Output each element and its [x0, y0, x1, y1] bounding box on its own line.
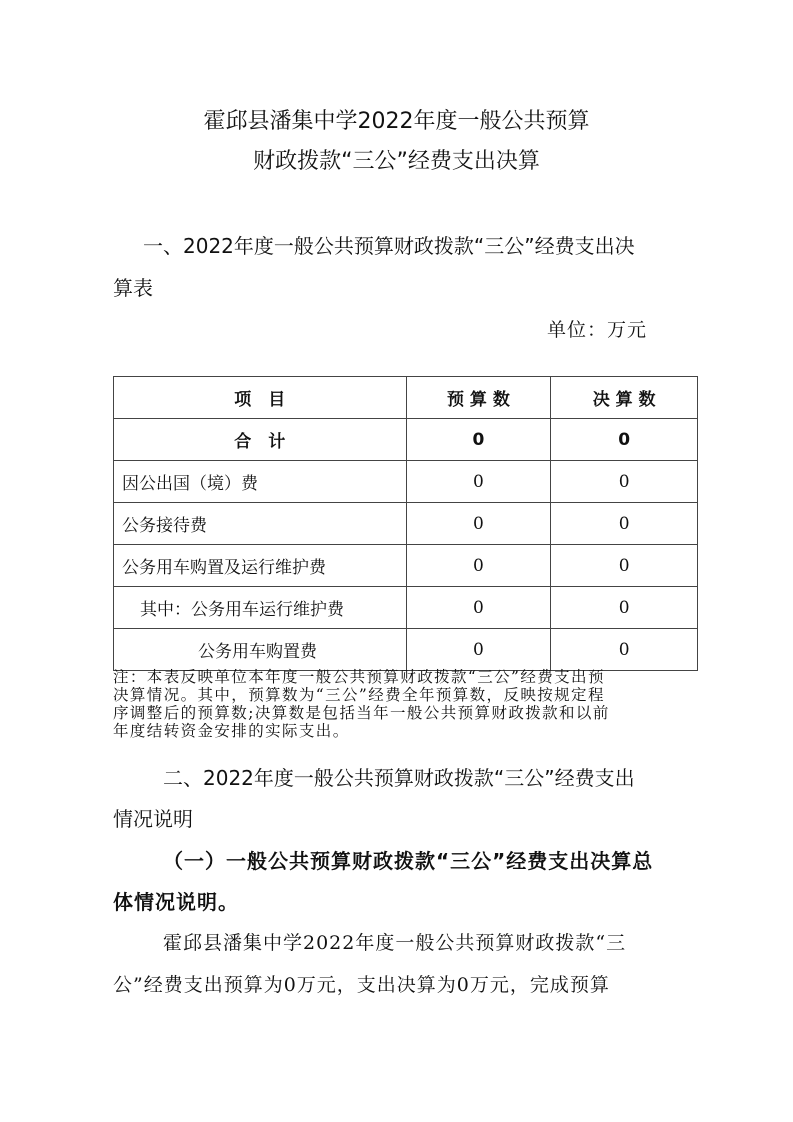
note-line: 决算情况。其中，预算数为“三公”经费全年预算数，反映按规定程 [113, 686, 605, 704]
row-item: 其中：公务用车运行维护费 [114, 587, 407, 629]
subsection1-heading-cont: 体情况说明。 [113, 890, 239, 914]
document-title-line1: 霍邱县潘集中学2022年度一般公共预算 [203, 109, 590, 134]
header-final: 决 算 数 [551, 377, 698, 419]
row-item: 因公出国（境）费 [114, 461, 407, 503]
row-item: 公务接待费 [114, 503, 407, 545]
note-line: 注：本表反映单位本年度一般公共预算财政拨款“三公”经费支出预 [113, 668, 605, 686]
row-item: 公务用车购置及运行维护费 [114, 545, 407, 587]
document-title-line2: 财政拨款“三公”经费支出决算 [253, 149, 540, 174]
table-row [114, 587, 698, 629]
section2-heading: 二、2022年度一般公共预算财政拨款“三公”经费支出 [163, 766, 635, 790]
table-row-total [114, 419, 698, 461]
table-header-row [114, 377, 698, 419]
row-budget: 0 [406, 545, 551, 587]
section1-heading: 一、2022年度一般公共预算财政拨款“三公”经费支出决 [143, 234, 635, 258]
note-line: 序调整后的预算数;决算数是包括当年一般公共预算财政拨款和以前 [113, 704, 610, 722]
unit-label: 单位：万元 [547, 319, 648, 341]
row-budget: 0 [406, 503, 551, 545]
section1-heading-cont: 算表 [113, 276, 153, 300]
table-row [114, 629, 698, 671]
subsection1-heading: （一）一般公共预算财政拨款“三公”经费支出决算总 [163, 849, 654, 873]
row-final: 0 [551, 587, 698, 629]
header-budget: 预 算 数 [406, 377, 551, 419]
table-note [113, 668, 610, 740]
row-budget: 0 [406, 419, 551, 461]
table-row [114, 545, 698, 587]
row-final: 0 [551, 419, 698, 461]
paragraph-line: 霍邱县潘集中学2022年度一般公共预算财政拨款“三 [163, 932, 627, 954]
section2-heading-cont: 情况说明 [113, 807, 193, 831]
row-final: 0 [551, 461, 698, 503]
row-budget: 0 [406, 461, 551, 503]
row-final: 0 [551, 629, 698, 671]
row-budget: 0 [406, 587, 551, 629]
note-line: 年度结转资金安排的实际支出。 [113, 722, 350, 740]
row-budget: 0 [406, 629, 551, 671]
row-item: 公务用车购置费 [114, 629, 407, 671]
row-final: 0 [551, 545, 698, 587]
table-row [114, 461, 698, 503]
table-row [114, 503, 698, 545]
paragraph-line: 公”经费支出预算为0万元，支出决算为0万元，完成预算 [113, 974, 610, 996]
row-item: 合 计 [114, 419, 407, 461]
header-item: 项 目 [114, 377, 407, 419]
row-final: 0 [551, 503, 698, 545]
three-public-expenses-table [113, 376, 698, 671]
